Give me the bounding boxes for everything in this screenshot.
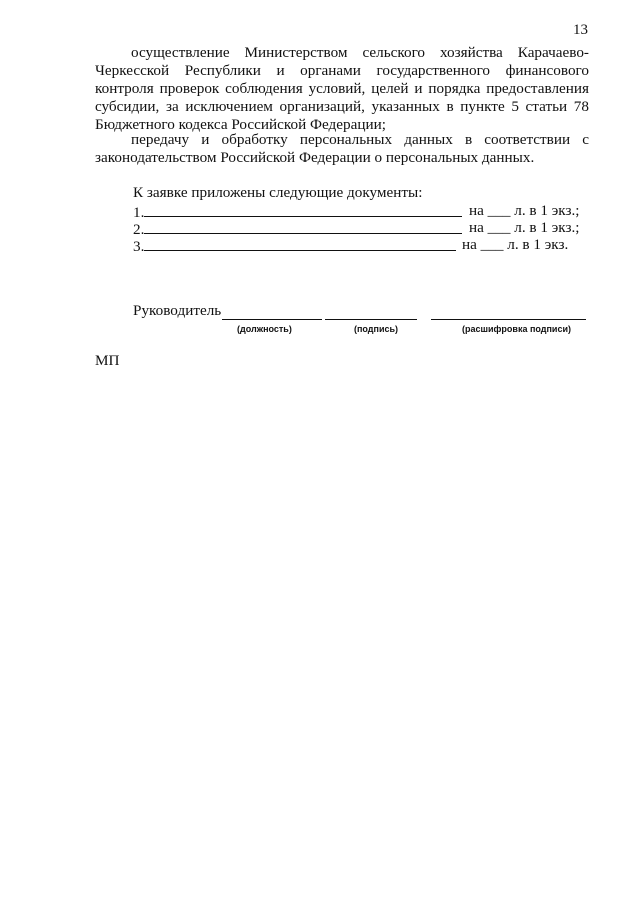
name-decoding-caption: (расшифровка подписи) [462, 324, 571, 334]
paragraph-personal-data-consent: передачу и обработку персональных данных в соответствии с законодательством Российской Федерации о персональных данных. [95, 131, 589, 166]
signature-label: Руководитель [133, 302, 222, 319]
attachment-number: 2. [133, 221, 145, 238]
attachments-heading: К заявке приложены следующие документы: [133, 184, 423, 201]
name-decoding-line [431, 319, 586, 320]
paragraph-audit-consent: осуществление Министерством сельского хозяйства Карачаево-Черкесской Республики и органами государственного финансового контроля проверок соблюдения условий, целей и порядка предоставления субсидии, за исключением организаций, указанных в пункте 5 статьи 78 Бюджетного кодекса Российской Федерации; [95, 44, 589, 133]
attachment-sheets: на ___ л. в 1 экз.; [469, 202, 580, 219]
attachment-blank-line [144, 236, 456, 251]
attachment-blank-line [144, 219, 462, 234]
signature-line [325, 319, 417, 320]
position-line [222, 319, 322, 320]
signature-caption: (подпись) [354, 324, 399, 334]
position-caption: (должность) [237, 324, 292, 334]
attachment-sheets: на ___ л. в 1 экз. [462, 236, 569, 253]
stamp-place-label: МП [95, 352, 120, 369]
attachment-number: 1. [133, 204, 145, 221]
page-number: 13 [573, 22, 588, 38]
attachment-number: 3. [133, 238, 145, 255]
attachment-line [133, 236, 569, 256]
attachment-sheets: на ___ л. в 1 экз.; [469, 219, 580, 236]
attachment-blank-line [144, 202, 462, 217]
